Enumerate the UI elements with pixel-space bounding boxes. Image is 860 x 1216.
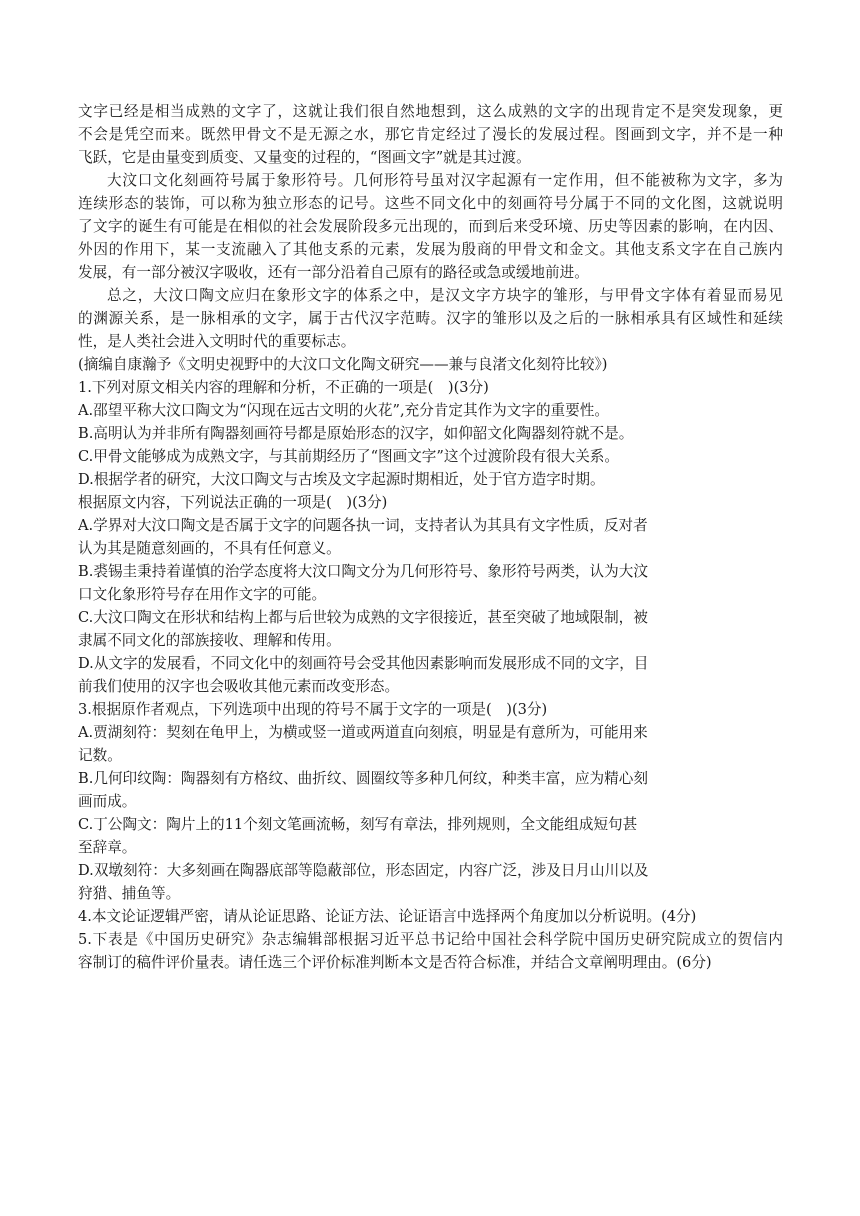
option-a: A.邵望平称大汶口陶文为“闪现在远古文明的火花”,充分肯定其作为文字的重要性。 — [78, 402, 609, 419]
option-b-cont: 口文化象形符号存在用作文字的可能。 — [78, 586, 327, 603]
source-citation: (摘编自康瀚予《文明史视野中的大汶口文化陶文研究——兼与良渚文化刻符比较》) — [78, 356, 608, 373]
text-line: 性，是人类社会进入文明时代的重要标志。 — [78, 333, 356, 350]
option-d: D.根据学者的研究，大汶口陶文与古埃及文字起源时期相近，处于官方造字时期。 — [78, 471, 605, 488]
text-line: 文字已经是相当成熟的文字了，这就让我们很自然地想到，这么成熟的文字的出现肯定不是突发现象，更 — [78, 103, 783, 120]
question-stem: 1.下列对原文相关内容的理解和分析，不正确的一项是( )(3分) — [78, 379, 489, 396]
option-c: C.丁公陶文：陶片上的11个刻文笔画流畅，刻写有章法，排列规则，全文能组成短句甚 — [78, 816, 638, 833]
question-stem: 根据原文内容，下列说法正确的一项是( )(3分) — [78, 494, 388, 511]
text-line: 外因的作用下，某一支流融入了其他支系的元素，发展为殷商的甲骨文和金文。其他支系文字在自己族内 — [78, 241, 783, 258]
option-a-cont: 记数。 — [78, 747, 122, 764]
document-page — [78, 100, 783, 974]
option-c-cont: 至辞章。 — [78, 839, 137, 856]
text-line: 总之，大汶口陶文应归在象形文字的体系之中，是汉文字方块字的雏形，与甲骨文字体有着显而易见 — [107, 287, 783, 304]
option-c: C.大汶口陶文在形状和结构上都与后世较为成熟的文字很接近，甚至突破了地域限制，被 — [78, 609, 648, 626]
question-3 — [78, 698, 783, 905]
text-line: 了文字的诞生有可能是在相似的社会发展阶段多元出现的，而到后来受环境、历史等因素的影响，在内因、 — [78, 218, 783, 235]
text-line: 的渊源关系，是一脉相承的文字，属于古代汉字范畴。汉字的雏形以及之后的一脉相承具有区域性和延续 — [78, 310, 783, 327]
text-line: 5.下表是《中国历史研究》杂志编辑部根据习近平总书记给中国社会科学院中国历史研究院成立的贺信内 — [78, 931, 783, 948]
text-line: 不会是凭空而来。既然甲骨文不是无源之水，那它肯定经过了漫长的发展过程。图画到文字，并不是一种 — [78, 126, 783, 143]
option-c-cont: 隶属不同文化的部族接收、理解和传用。 — [78, 632, 341, 649]
question-2 — [78, 491, 783, 698]
option-b-cont: 画而成。 — [78, 793, 137, 810]
passage-paragraph-1 — [78, 100, 783, 169]
option-a: A.学界对大汶口陶文是否属于文字的问题各执一词，支持者认为其具有文字性质，反对者 — [78, 517, 648, 534]
option-b: B.裘锡圭秉持着谨慎的治学态度将大汶口陶文分为几何形符号、象形符号两类，认为大汶 — [78, 563, 648, 580]
question-stem: 3.根据原作者观点，下列选项中出现的符号不属于文字的一项是( )(3分) — [78, 701, 548, 718]
option-d-cont: 狩猎、捕鱼等。 — [78, 885, 181, 902]
option-b: B.几何印纹陶：陶器刻有方格纹、曲折纹、圆圈纹等多种几何纹，种类丰富，应为精心刻 — [78, 770, 648, 787]
passage-paragraph-2 — [78, 169, 783, 284]
option-b: B.高明认为并非所有陶器刻画符号都是原始形态的汉字，如仰韶文化陶器刻符就不是。 — [78, 425, 634, 442]
question-1 — [78, 376, 783, 491]
text-line: 飞跃，它是由量变到质变、又量变的过程的，“图画文字”就是其过渡。 — [78, 149, 531, 166]
text-line: 大汶口文化刻画符号属于象形符号。几何形符号虽对汉字起源有一定作用，但不能被称为文字，多为 — [107, 172, 783, 189]
text-line: 连续形态的装饰，可以称为独立形态的记号。这些不同文化中的刻画符号分属于不同的文化图，这就说明 — [78, 195, 783, 212]
option-a-cont: 认为其是随意刻画的，不具有任何意义。 — [78, 540, 341, 557]
option-d: D.双墩刻符：大多刻画在陶器底部等隐蔽部位，形态固定，内容广泛，涉及日月山川以及 — [78, 862, 649, 879]
option-c: C.甲骨文能够成为成熟文字，与其前期经历了“图画文字”这个过渡阶段有很大关系。 — [78, 448, 619, 465]
option-d-cont: 前我们使用的汉字也会吸收其他元素而改变形态。 — [78, 678, 400, 695]
passage-paragraph-3 — [78, 284, 783, 353]
text-line: 容制订的稿件评价量表。请任选三个评价标准判断本文是否符合标准，并结合文章阐明理由。(6分) — [78, 954, 712, 971]
question-4: 4.本文论证逻辑严密，请从论证思路、论证方法、论证语言中选择两个角度加以分析说明。(4分) — [78, 908, 697, 925]
question-5 — [78, 928, 783, 974]
option-d: D.从文字的发展看，不同文化中的刻画符号会受其他因素影响而发展形成不同的文字，目 — [78, 655, 649, 672]
text-line: 发展，有一部分被汉字吸收，还有一部分沿着自己原有的路径或急或缓地前进。 — [78, 264, 589, 281]
option-a: A.贾湖刻符：契刻在龟甲上，为横或竖一道或两道直向刻痕，明显是有意所为，可能用来 — [78, 724, 648, 741]
